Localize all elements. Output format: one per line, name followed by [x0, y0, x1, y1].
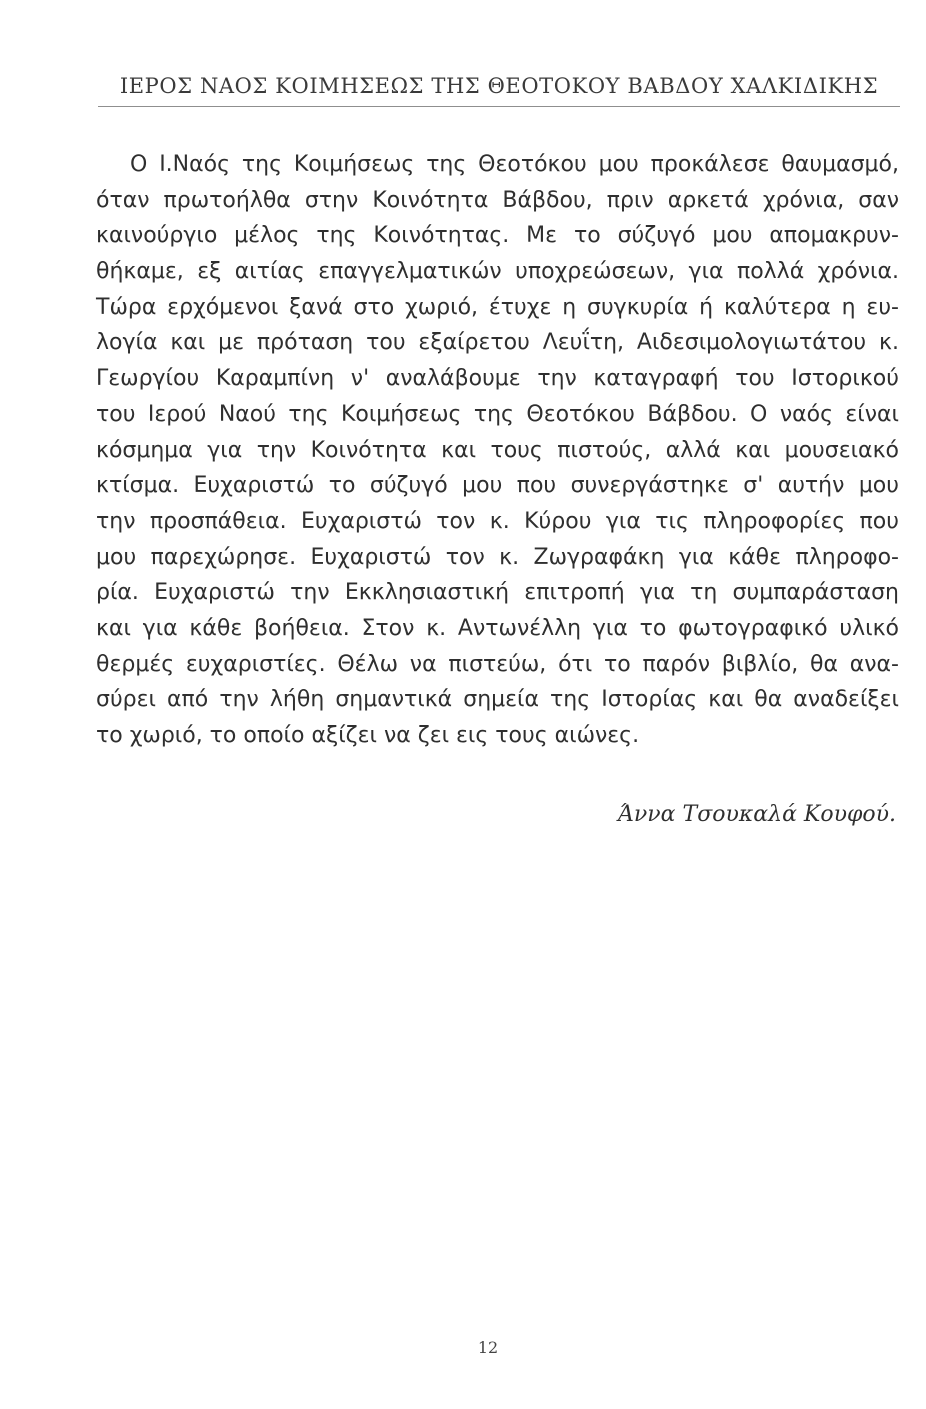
text-line: Γεωργίου Καραμπίνη ν' αναλάβουμε την καταγραφή του Ιστορικού	[96, 366, 899, 392]
text-line: μου παρεχώρησε. Ευχαριστώ τον κ. Ζωγραφάκη για κάθε πληροφο-	[96, 544, 899, 570]
author-signature: Άννα Τσουκαλά Κουφού.	[618, 802, 896, 827]
text-line: κτίσμα. Ευχαριστώ το σύζυγό μου που συνεργάστηκε σ' αυτήν μου	[96, 473, 899, 499]
body-paragraph	[96, 147, 899, 754]
text-line: το χωριό, το οποίο αξίζει να ζει εις τους αιώνες.	[96, 723, 640, 748]
text-line: την προσπάθεια. Ευχαριστώ τον κ. Κύρου για τις πληροφορίες που	[96, 508, 899, 534]
text-line: του Ιερού Ναού της Κοιμήσεως της Θεοτόκου Βάβδου. Ο ναός είναι	[96, 401, 899, 427]
text-line: λογία και με πρόταση του εξαίρετου Λευΐτη, Αιδεσιμολογιωτάτου κ.	[96, 330, 899, 356]
header-rule	[98, 106, 900, 107]
text-line: καινούργιο μέλος της Κοινότητας. Με το σύζυγό μου απομακρυν-	[96, 223, 899, 249]
text-line: σύρει από την λήθη σημαντικά σημεία της Ιστορίας και θα αναδείξει	[96, 687, 899, 713]
text-line: κόσμημα για την Κοινότητα και τους πιστούς, αλλά και μουσειακό	[96, 437, 899, 463]
text-line: ρία. Ευχαριστώ την Εκκλησιαστική επιτροπή για τη συμπαράσταση	[96, 580, 899, 606]
text-line: όταν πρωτοήλθα στην Κοινότητα Βάβδου, πριν αρκετά χρόνια, σαν	[96, 187, 899, 213]
running-header: ΙΕΡΟΣ ΝΑΟΣ ΚΟΙΜΗΣΕΩΣ ΤΗΣ ΘΕΟΤΟΚΟΥ ΒΑΒΔΟΥ ΧΑΛΚΙΔΙΚΗΣ	[119, 74, 879, 98]
text-line: θήκαμε, εξ αιτίας επαγγελματικών υποχρεώσεων, για πολλά χρόνια.	[96, 259, 899, 285]
text-line: Ο Ι.Ναός της Κοιμήσεως της Θεοτόκου μου προκάλεσε θαυμασμό,	[130, 152, 899, 177]
page-number: 12	[477, 1338, 499, 1357]
text-line: θερμές ευχαριστίες. Θέλω να πιστεύω, ότι το παρόν βιβλίο, θα ανα-	[96, 651, 899, 677]
text-line: και για κάθε βοήθεια. Στον κ. Αντωνέλλη για το φωτογραφικό υλικό	[96, 615, 899, 641]
text-line: Τώρα ερχόμενοι ξανά στο χωριό, έτυχε η συγκυρία ή καλύτερα η ευ-	[96, 294, 899, 320]
